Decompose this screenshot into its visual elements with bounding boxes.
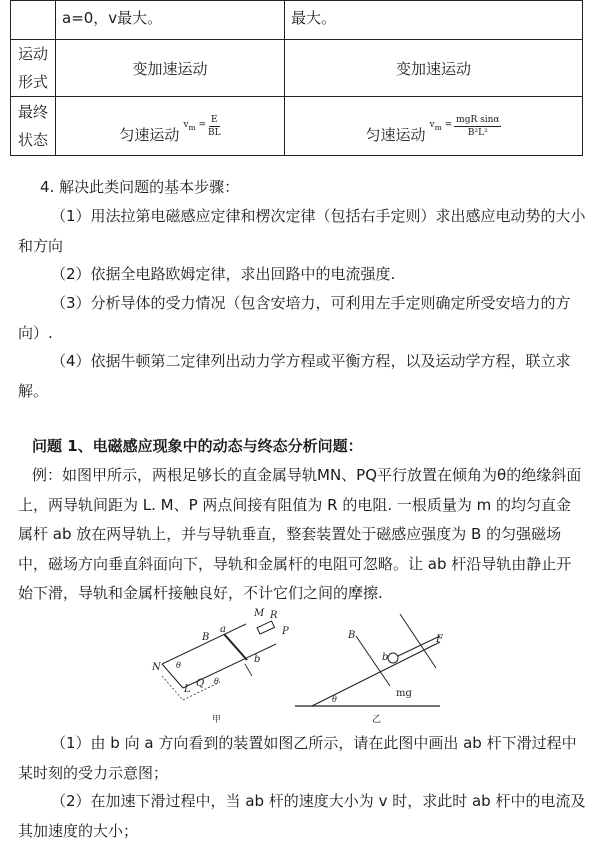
table-row — [11, 97, 583, 156]
label-N: N — [152, 662, 161, 673]
formula-text: 匀速运动 — [119, 125, 180, 144]
formula-text: 匀速运动 — [365, 125, 426, 144]
label-b: b — [254, 654, 261, 665]
label-M: M — [254, 608, 265, 619]
formula-sub: m — [434, 122, 442, 132]
label-b: b — [382, 652, 389, 663]
rod-b-section — [388, 653, 398, 663]
resistor-R — [257, 621, 274, 634]
steps-heading: 4. 解决此类问题的基本步骤： — [40, 178, 240, 196]
row-label-motion-form — [11, 40, 56, 97]
row-label-line: 状态 — [17, 131, 48, 149]
table-cell-empty — [11, 1, 56, 40]
terminal-velocity-formula — [119, 114, 221, 144]
step-1: （1）用法拉第电磁感应定律和楞次定律（包括右手定则）求出感应电动势的大小和方向 — [18, 207, 586, 255]
fraction — [454, 114, 501, 139]
label-theta: θ — [214, 677, 219, 686]
fraction-numerator: E — [211, 114, 218, 125]
label-theta: θ — [176, 661, 181, 670]
table-cell: 变加速运动 — [56, 40, 285, 97]
step-3: （3）分析导体的受力情况（包含安培力，可利用左手定则确定所受安培力的方向）. — [18, 294, 571, 342]
problem-title: 问题 1、电磁感应现象中的动态与终态分析问题： — [32, 437, 363, 455]
fraction-denominator: BL — [208, 127, 221, 138]
label-B: B — [348, 630, 356, 641]
fraction-numerator: mgR sinα — [456, 114, 500, 125]
step-4: （4）依据牛顿第二定律列出动力学方程或平衡方程，以及运动学方程，联立求解。 — [18, 352, 571, 400]
row-label-line: 运动 — [17, 45, 48, 63]
label-mg: mg — [396, 688, 412, 699]
formula-eq: = — [198, 120, 207, 131]
row-label-line: 最终 — [17, 103, 48, 121]
fraction-denominator: B²L² — [467, 127, 488, 138]
question-2: （2）在加速下滑过程中，当 ab 杆的速度大小为 v 时，求此时 ab 杆中的电流及其加速度的大小； — [18, 792, 586, 840]
table-row — [11, 40, 583, 97]
table-row — [11, 1, 583, 40]
fraction — [208, 114, 221, 139]
label-P: P — [282, 626, 289, 637]
row-label-line: 形式 — [17, 73, 48, 91]
table-cell: 最大。 — [285, 1, 583, 40]
figure-yi — [295, 614, 444, 725]
label-B: B — [202, 632, 210, 643]
figure-jia — [151, 608, 289, 725]
step-2: （2）依据全电路欧姆定律，求出回路中的电流强度. — [51, 265, 396, 283]
example-text: 例：如图甲所示，两根足够长的直金属导轨MN、PQ平行放置在倾角为θ的绝缘斜面上，两导轨间距为 L. M、P 两点间接有阻值为 R 的电阻. 一根质量为 m 的均匀直金属杆 ab 放在两导轨上，并与导轨垂直，整套装置处于磁感应强度为 B 的匀强磁场中，磁场方向垂直斜面向下，导轨和金属杆的电阻可忽略。让 ab 杆沿导轨由静止开始下滑，导轨和金属杆接触良好，不计它们之间的摩擦. — [18, 466, 582, 602]
caption-yi: 乙 — [372, 715, 382, 725]
terminal-velocity-formula — [365, 114, 502, 144]
formula-eq: = — [444, 120, 453, 131]
formula-v: v — [429, 120, 435, 131]
physics-figure — [150, 598, 450, 726]
formula-v: v — [183, 120, 189, 131]
label-R: R — [270, 610, 278, 621]
caption-jia: 甲 — [212, 715, 222, 725]
velocity-arrow — [245, 664, 252, 676]
table-cell-final-state-2 — [285, 97, 583, 156]
table-cell: a=0，v最大。 — [56, 1, 285, 40]
question-1: （1）由 b 向 a 方向看到的装置如图乙所示，请在此图中画出 ab 杆下滑过程中某时刻的受力示意图； — [18, 734, 577, 782]
table-cell-final-state-1 — [56, 97, 285, 156]
rod-ab — [224, 634, 247, 660]
label-F: F — [436, 634, 443, 645]
formula-sub: m — [188, 122, 196, 132]
table-cell: 变加速运动 — [285, 40, 583, 97]
row-label-final-state — [11, 97, 56, 156]
label-Q: Q — [196, 678, 205, 689]
properties-table — [10, 0, 583, 156]
label-L: L — [184, 684, 191, 695]
label-theta: θ — [332, 695, 337, 704]
label-a: a — [220, 624, 226, 635]
slope-edge — [162, 676, 183, 700]
